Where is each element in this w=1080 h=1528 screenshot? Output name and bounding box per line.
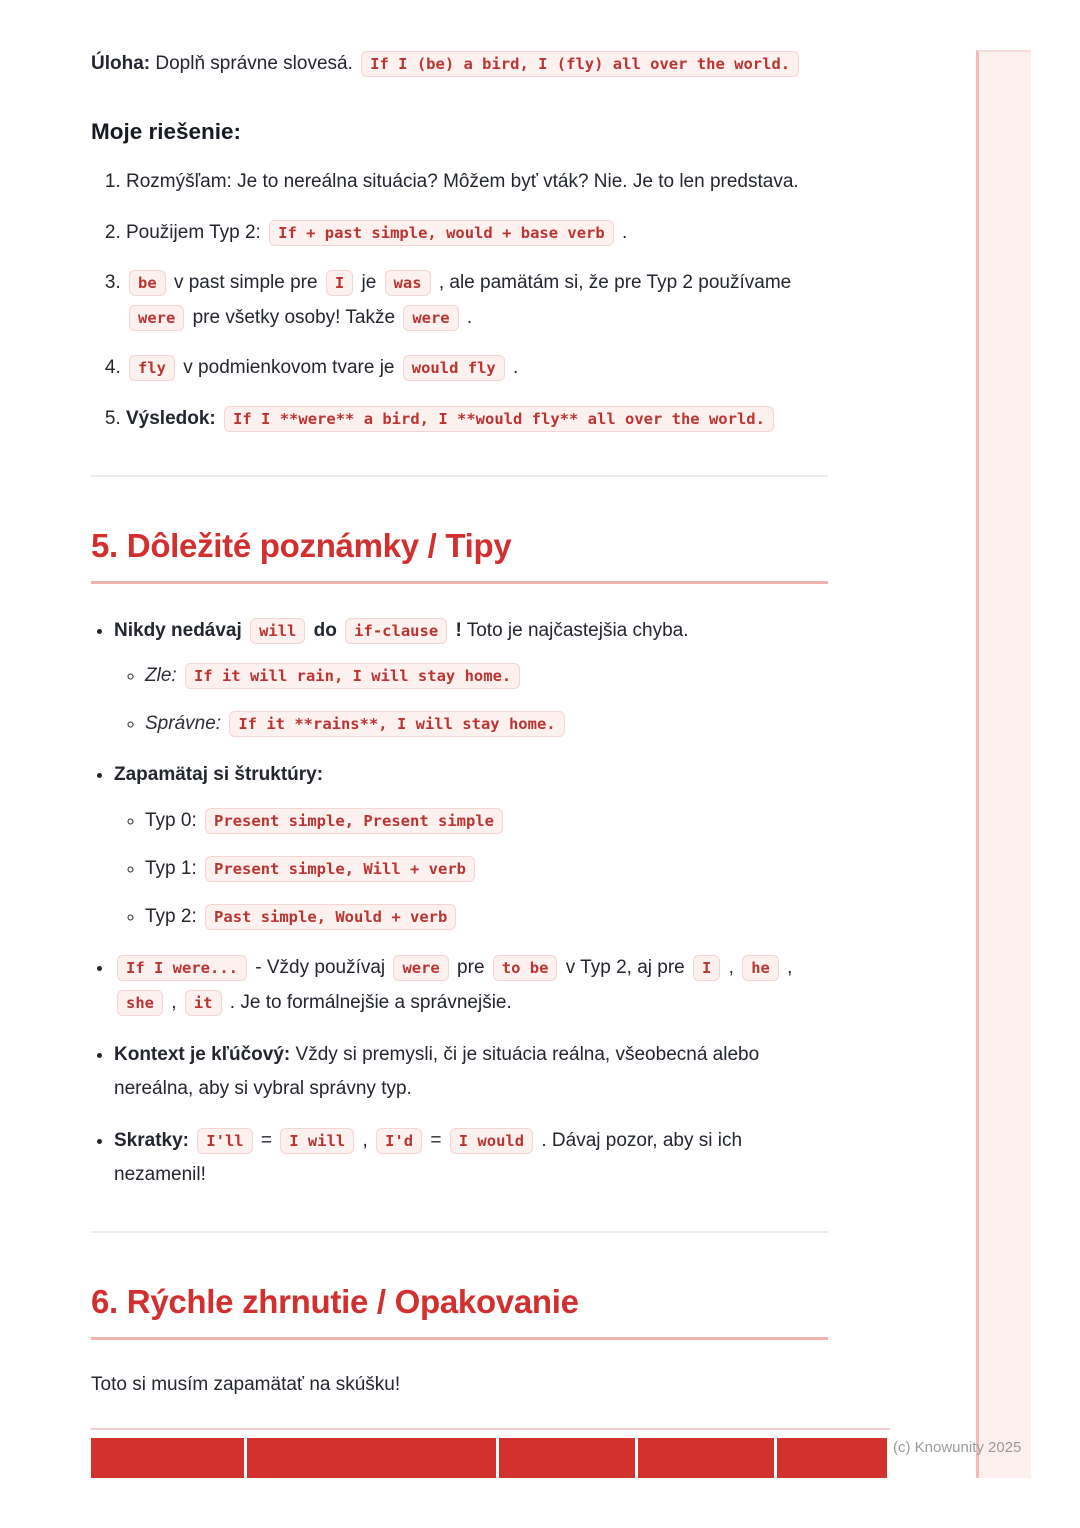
text-segment: je — [356, 272, 382, 294]
inline-code: If it **rains**, I will stay home. — [229, 711, 564, 737]
text-segment: . — [461, 306, 473, 328]
sub-tip-item — [145, 706, 828, 741]
inline-code: be — [129, 270, 166, 296]
summary-note: Toto si musím zapamätať na skúšku! — [91, 1373, 401, 1395]
inline-code: I'll — [197, 1128, 252, 1154]
inline-code: will — [250, 618, 305, 644]
text-segment: ! — [455, 619, 462, 641]
text-segment — [337, 620, 342, 641]
sub-tip-item — [145, 851, 828, 886]
text-segment — [177, 665, 182, 686]
text-segment — [221, 713, 226, 734]
inline-code: I would — [450, 1128, 533, 1154]
footer-bar-cell — [777, 1438, 887, 1478]
text-segment: . Je to formálnejšie a správnejšie. — [224, 992, 512, 1014]
text-segment: , ale pamätám si, že pre Typ 2 používame — [433, 272, 792, 294]
sub-tip-item — [145, 803, 828, 838]
text-segment: . Dávaj pozor, aby si ich nezamenil! — [114, 1129, 743, 1186]
inline-code: fly — [129, 355, 175, 381]
text-segment: pre — [451, 957, 490, 979]
footer-bar — [91, 1438, 890, 1478]
text-segment: Skratky: — [114, 1129, 189, 1151]
section-5-heading: 5. Dôležité poznámky / Tipy — [91, 527, 828, 584]
text-segment: Doplň správne slovesá. — [150, 53, 359, 74]
copyright-text: (c) Knowunity 2025 — [893, 1439, 1022, 1456]
text-segment: Kontext je kľúčový: — [114, 1043, 291, 1065]
inline-code: were — [129, 305, 184, 331]
text-segment: = — [425, 1129, 447, 1151]
inline-code: Present simple, Present simple — [205, 808, 503, 834]
solution-steps-list — [91, 165, 828, 436]
solution-step — [126, 165, 828, 200]
tip-item — [114, 758, 828, 934]
solution-heading: Moje riešenie: — [91, 119, 242, 145]
inline-code: I'd — [376, 1128, 422, 1154]
text-segment: Rozmýšľam: Je to nereálna situácia? Môžem byť vták? Nie. Je to len predstava. — [126, 171, 799, 193]
text-segment: do — [313, 619, 337, 641]
text-segment: Zle: — [145, 665, 177, 687]
inline-code: she — [117, 990, 163, 1016]
footer-bar-cell — [638, 1438, 774, 1478]
inline-code: If + past simple, would + base verb — [269, 220, 614, 246]
text-segment: Úloha: — [91, 53, 151, 74]
text-segment: . — [616, 221, 628, 243]
text-segment: Správne: — [145, 713, 222, 735]
text-segment — [242, 620, 247, 641]
text-segment — [189, 1130, 194, 1151]
text-segment: Použijem Typ 2: — [126, 221, 267, 243]
footer-bar-cell — [499, 1438, 635, 1478]
footer-bar-cell — [247, 1438, 496, 1478]
solution-step — [126, 402, 828, 437]
section-divider — [91, 1231, 828, 1233]
section-6-heading: 6. Rýchle zhrnutie / Opakovanie — [91, 1283, 828, 1340]
text-segment: Nikdy nedávaj — [114, 619, 242, 641]
inline-code: I will — [280, 1128, 354, 1154]
inline-code: If I **were** a bird, I **would fly** all over the world. — [224, 406, 774, 432]
inline-code: he — [742, 955, 779, 981]
section-divider — [91, 475, 828, 477]
text-segment: . — [507, 357, 519, 379]
inline-code: if-clause — [345, 618, 447, 644]
solution-step — [126, 351, 828, 386]
document-content — [91, 46, 828, 1400]
inline-code: I — [326, 270, 353, 296]
sub-tip-item — [145, 658, 828, 693]
text-segment: Vždy si premysli, či je situácia reálna, všeobecná alebo nereálna, aby si vybral správny typ. — [114, 1043, 760, 1100]
inline-code: I — [693, 955, 720, 981]
sub-tip-item — [145, 899, 828, 934]
inline-code: to be — [493, 955, 558, 981]
sub-tips-list — [114, 803, 828, 934]
tips-list — [91, 614, 828, 1193]
inline-code: Present simple, Will + verb — [205, 856, 475, 882]
tip-item — [114, 1124, 828, 1193]
text-segment: v podmienkovom tvare je — [178, 357, 400, 379]
inline-code: were — [403, 305, 458, 331]
text-segment: , — [723, 957, 740, 979]
text-segment: Výsledok: — [126, 408, 222, 430]
inline-code: was — [385, 270, 431, 296]
text-segment: Typ 0: — [145, 810, 203, 832]
text-segment: Toto je najčastejšia chyba. — [461, 619, 689, 641]
text-segment: = — [255, 1129, 278, 1151]
text-segment: pre všetky osoby! Takže — [187, 306, 401, 328]
inline-code: were — [393, 955, 448, 981]
inline-code: would fly — [403, 355, 505, 381]
footer-top-border — [91, 1428, 890, 1430]
text-segment: Typ 2: — [145, 906, 203, 928]
page-edge-strip — [976, 50, 1031, 1478]
text-segment: Typ 1: — [145, 858, 203, 880]
text-segment: v Typ 2, aj pre — [560, 957, 691, 979]
inline-code: If I were... — [117, 955, 247, 981]
footer-bar-cell — [91, 1438, 244, 1478]
text-segment: , — [166, 992, 182, 1014]
tip-item — [114, 951, 828, 1020]
text-segment: Zapamätaj si štruktúry: — [114, 764, 324, 786]
tip-item — [114, 614, 828, 742]
inline-code: If it will rain, I will stay home. — [185, 663, 520, 689]
task-paragraph — [91, 46, 828, 81]
text-segment: , — [357, 1129, 374, 1151]
solution-step — [126, 266, 828, 335]
inline-code: it — [185, 990, 222, 1016]
sub-tips-list — [114, 658, 828, 741]
text-segment: - Vždy používaj — [249, 957, 391, 979]
text-segment: v past simple pre — [168, 272, 323, 294]
text-segment: , — [781, 957, 793, 979]
inline-code: Past simple, Would + verb — [205, 904, 456, 930]
solution-step — [126, 216, 828, 251]
inline-code: If I (be) a bird, I (fly) all over the world. — [361, 51, 799, 77]
tip-item — [114, 1038, 828, 1107]
